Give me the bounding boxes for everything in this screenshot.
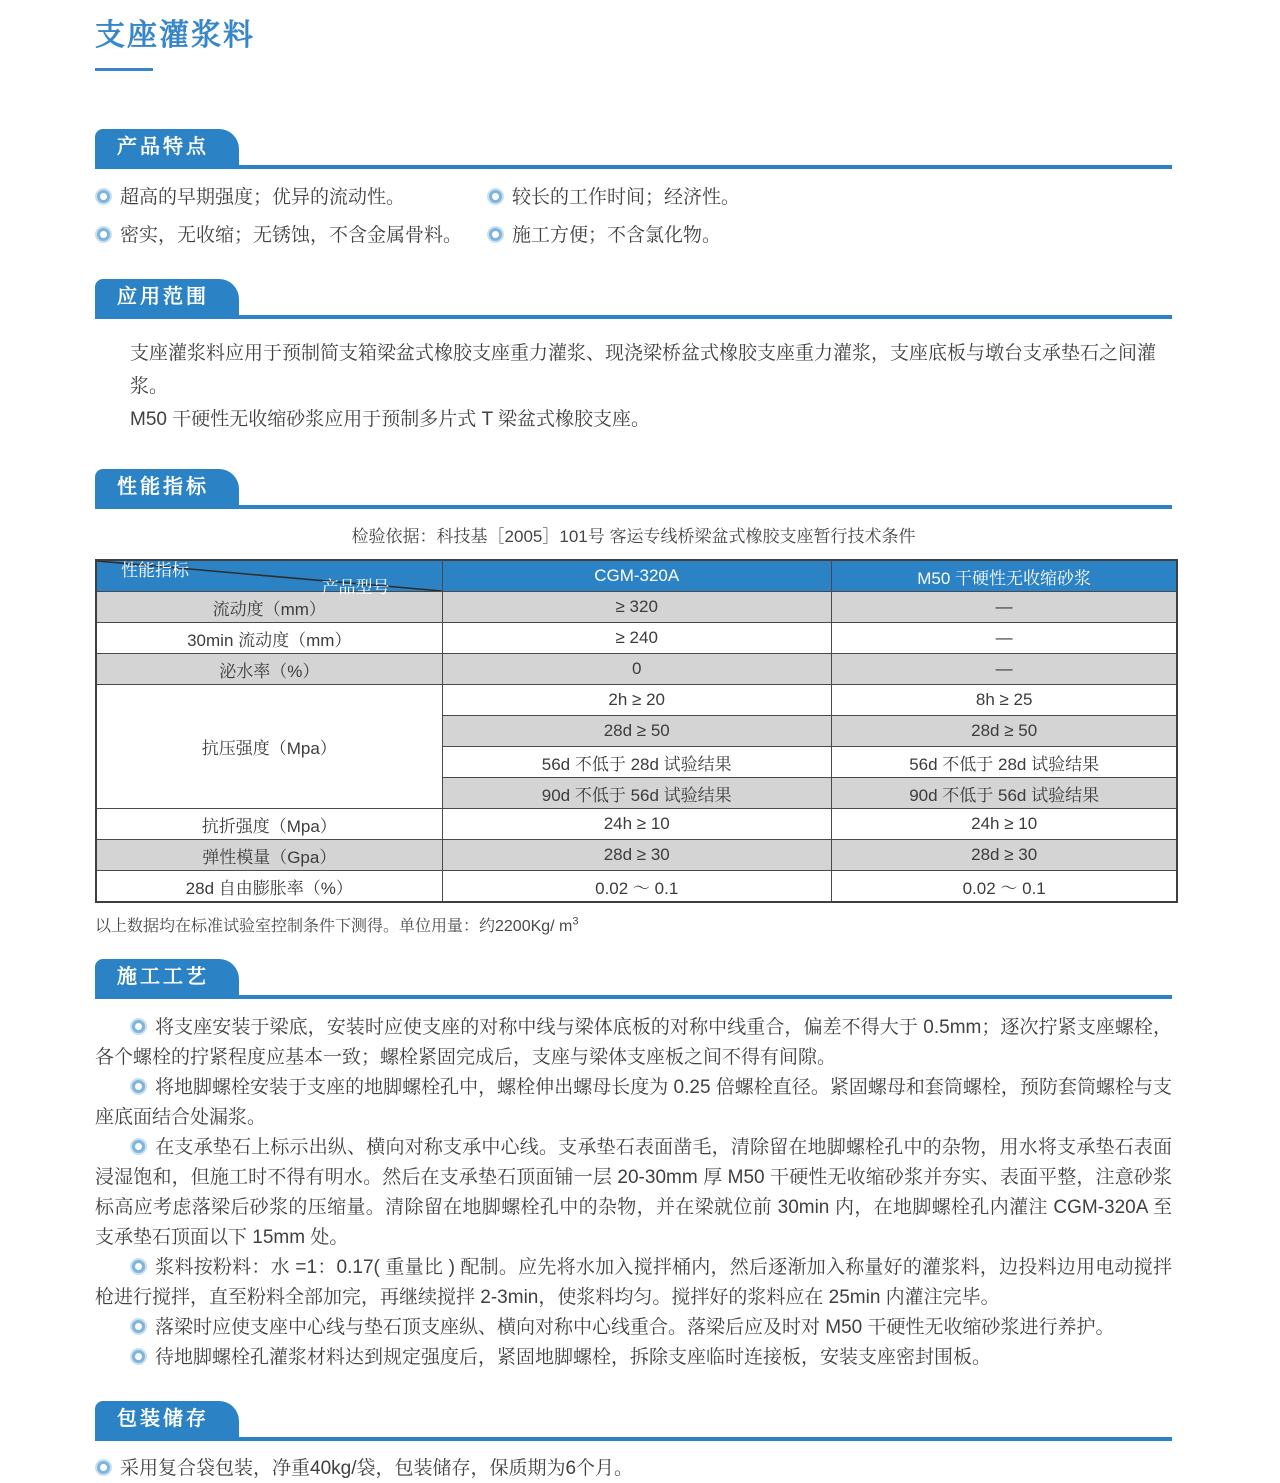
bullseye-icon [97, 1461, 110, 1474]
section-heading-performance: 性能指标 [95, 469, 239, 505]
cell-cgm: 28d ≥ 30 [442, 840, 831, 871]
section-header-bar [95, 959, 1172, 999]
cell-cgm: ≥ 240 [442, 623, 831, 654]
table-row [96, 592, 1177, 623]
feature-item [95, 185, 487, 211]
construction-step [95, 1013, 1172, 1073]
construction-step [95, 1133, 1172, 1253]
table-row [96, 840, 1177, 871]
construction-step-text: 待地脚螺栓孔灌浆材料达到规定强度后，紧固地脚螺栓，拆除支座临时连接板，安装支座密封围板。 [155, 1347, 992, 1368]
bullseye-icon [97, 228, 110, 241]
construction-step-text: 浆料按粉料：水 =1：0.17( 重量比 ) 配制。应先将水加入搅拌桶内，然后逐渐加入称量好的灌浆料，边投料边用电动搅拌枪进行搅拌，直至粉料全部加完，再继续搅拌 2-3min，使浆料均匀。搅拌好的浆料应在 25min 内灌注完毕。 [95, 1257, 1172, 1308]
section-header-bar [95, 279, 1172, 319]
feature-item [487, 185, 1172, 211]
test-basis: 检验依据：科技基［2005］101号 客运专线桥梁盆式橡胶支座暂行技术条件 [351, 527, 916, 546]
row-label-compressive: 抗压强度（Mpa） [96, 685, 442, 809]
application-text [95, 337, 1172, 436]
bullseye-icon [97, 190, 110, 203]
construction-step [95, 1343, 1172, 1373]
feature-text: 超高的早期强度；优异的流动性。 [120, 187, 406, 208]
cell-m50: 90d 不低于 56d 试验结果 [831, 778, 1177, 809]
section-application [95, 279, 1172, 436]
row-label: 泌水率（%） [96, 654, 442, 685]
application-line: 支座灌浆料应用于预制简支箱梁盆式橡胶支座重力灌浆、现浇梁桥盆式橡胶支座重力灌浆，支座底板与墩台支承垫石之间灌浆。 [130, 343, 1157, 397]
section-performance [95, 469, 1172, 936]
bullseye-icon [489, 190, 502, 203]
bullseye-icon [132, 1350, 145, 1363]
packaging-text [95, 1455, 1172, 1483]
section-packaging [95, 1401, 1172, 1483]
construction-step-text: 将支座安装于梁底，安装时应使支座的对称中线与梁体底板的对称中线重合，偏差不得大于 0.5mm；逐次拧紧支座螺栓，各个螺栓的拧紧程度应基本一致；螺栓紧固完成后，支座与梁体支座板之间不得有间隙。 [95, 1017, 1172, 1068]
construction-step [95, 1073, 1172, 1133]
corner-label-product-model: 产品型号 [321, 578, 390, 597]
page-title: 支座灌浆料 [95, 19, 255, 52]
cell-m50: — [831, 592, 1177, 623]
cell-cgm: 2h ≥ 20 [442, 685, 831, 716]
section-heading-construction: 施工工艺 [95, 959, 239, 995]
cell-m50: 0.02 ～ 0.1 [831, 871, 1177, 903]
construction-step [95, 1253, 1172, 1313]
cell-m50: 28d ≥ 30 [831, 840, 1177, 871]
cell-cgm: 56d 不低于 28d 试验结果 [442, 747, 831, 778]
cell-m50: 56d 不低于 28d 试验结果 [831, 747, 1177, 778]
cell-m50: 8h ≥ 25 [831, 685, 1177, 716]
cell-cgm: 28d ≥ 50 [442, 716, 831, 747]
construction-step-text: 落梁时应使支座中心线与垫石顶支座纵、横向对称中心线重合。落梁后应及时对 M50 干硬性无收缩砂浆进行养护。 [155, 1317, 1115, 1338]
column-header-m50: M50 干硬性无收缩砂浆 [831, 560, 1177, 592]
feature-text: 密实，无收缩；无锈蚀，不含金属骨料。 [120, 225, 463, 246]
construction-step-text: 在支承垫石上标示出纵、横向对称支承中心线。支承垫石表面凿毛，清除留在地脚螺栓孔中的杂物，用水将支承垫石表面浸湿饱和，但施工时不得有明水。然后在支承垫石顶面铺一层 20-30mm 厚 M50 干硬性无收缩砂浆并夯实、表面平整，注意砂浆标高应考虑落梁后砂浆的压缩量。清除留在地脚螺栓孔中的杂物，并在梁就位前 30min 内，在地脚螺栓孔内灌注 CGM-320A 至支承垫石顶面以下 15mm 处。 [95, 1137, 1172, 1248]
features-list [95, 185, 1172, 249]
table-row [96, 871, 1177, 903]
construction-step [95, 1313, 1172, 1343]
section-construction [95, 959, 1172, 1373]
cell-m50: 24h ≥ 10 [831, 809, 1177, 840]
cell-cgm: 90d 不低于 56d 试验结果 [442, 778, 831, 809]
table-row [96, 623, 1177, 654]
cell-cgm: 0 [442, 654, 831, 685]
section-heading-packaging: 包装储存 [95, 1401, 239, 1437]
bullseye-icon [132, 1020, 145, 1033]
bullseye-icon [132, 1140, 145, 1153]
application-line: M50 干硬性无收缩砂浆应用于预制多片式 T 梁盆式橡胶支座。 [130, 409, 651, 430]
bullseye-icon [132, 1320, 145, 1333]
cell-m50: 28d ≥ 50 [831, 716, 1177, 747]
cell-m50: — [831, 654, 1177, 685]
construction-steps [95, 1013, 1172, 1373]
section-features [95, 129, 1172, 249]
bullseye-icon [132, 1260, 145, 1273]
section-heading-application: 应用范围 [95, 279, 239, 315]
table-row [96, 685, 1177, 716]
performance-table [95, 559, 1178, 903]
cell-cgm: 24h ≥ 10 [442, 809, 831, 840]
title-underline [95, 68, 153, 71]
feature-item [95, 223, 487, 249]
construction-step-text: 将地脚螺栓安装于支座的地脚螺栓孔中，螺栓伸出螺母长度为 0.25 倍螺栓直径。紧固螺母和套筒螺栓，预防套筒螺栓与支座底面结合处漏浆。 [95, 1077, 1172, 1128]
cell-cgm: ≥ 320 [442, 592, 831, 623]
footnote-superscript: 3 [572, 915, 579, 928]
bullseye-icon [489, 228, 502, 241]
cell-cgm: 0.02 ～ 0.1 [442, 871, 831, 903]
section-header-bar [95, 1401, 1172, 1441]
table-header-row [96, 560, 1177, 592]
row-label: 弹性模量（Gpa） [96, 840, 442, 871]
section-header-bar [95, 469, 1172, 509]
table-row [96, 654, 1177, 685]
section-header-bar [95, 129, 1172, 169]
table-row [96, 809, 1177, 840]
row-label: 抗折强度（Mpa） [96, 809, 442, 840]
row-label: 流动度（mm） [96, 592, 442, 623]
row-label: 30min 流动度（mm） [96, 623, 442, 654]
feature-text: 较长的工作时间；经济性。 [512, 187, 741, 208]
footnote-text: 以上数据均在标准试验室控制条件下测得。单位用量：约2200Kg/ m [95, 918, 573, 935]
packaging-item-text: 采用复合袋包装，净重40kg/袋，包装储存，保质期为6个月。 [120, 1458, 634, 1479]
bullseye-icon [132, 1080, 145, 1093]
corner-label-performance-index: 性能指标 [121, 561, 189, 580]
diagonal-header-cell [96, 560, 442, 597]
feature-text: 施工方便；不含氯化物。 [512, 225, 722, 246]
cell-m50: — [831, 623, 1177, 654]
section-heading-features: 产品特点 [95, 129, 239, 165]
feature-item [487, 223, 1172, 249]
column-header-cgm: CGM-320A [442, 560, 831, 592]
table-footnote [95, 913, 1172, 936]
row-label: 28d 自由膨胀率（%） [96, 871, 442, 903]
